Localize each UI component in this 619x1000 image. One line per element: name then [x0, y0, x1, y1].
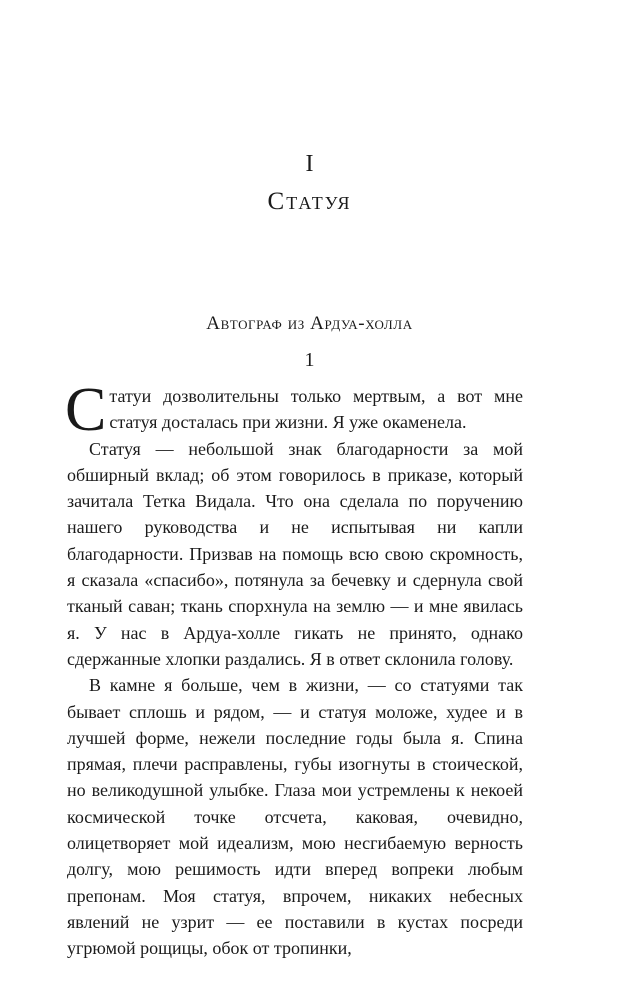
- chapter-title: Автограф из Ардуа-холла: [206, 313, 413, 334]
- part-number: I: [305, 151, 314, 177]
- body-text: [65, 376, 523, 962]
- paragraph-2: Статуя — небольшой знак благодарности за мой обширный вклад; об этом говорилось в приказе, который зачитала Тетка Видала. Что она сделала по поручению нашего руководства и не испытывая ни капли благодарности. Призвав на помощь всю свою скромность, я сказала «спасибо», потянула за бечевку и сдернула свой тканый саван; ткань спорхнула на землю — и мне явилась я. У нас в Ардуа-холле гикать не принято, однако сдержанные хлопки раздались. Я в ответ склонила голову.: [67, 438, 523, 669]
- drop-cap: С: [65, 376, 107, 444]
- paragraph-3: В камне я больше, чем в жизни, — со статуями так бывает сплошь и рядом, — и статуя моложе, худее и в лучшей форме, нежели последние годы была я. Спина прямая, плечи расправлены, губы изогнуты в стоической, но великодушной улыбке. Глаза мои устремлены к некоей космической точке отсчета, каковая, очевидно, олицетворяет мой идеализм, мою несгибаемую верность долгу, мою решимость идти вперед вопреки любым препонам. Моя статуя, впрочем, никаких небесных явлений не узрит — ее поставили в кустах посреди угрюмой рощицы, обок от тропинки,: [67, 675, 523, 959]
- part-title: Статуя: [267, 188, 352, 215]
- paragraph-1-text: татуи дозволительны только мертвым, а вот мне статуя досталась при жизни. Я уже окаменела.: [109, 386, 523, 433]
- chapter-number: 1: [304, 349, 315, 371]
- paragraph-1: [65, 376, 523, 444]
